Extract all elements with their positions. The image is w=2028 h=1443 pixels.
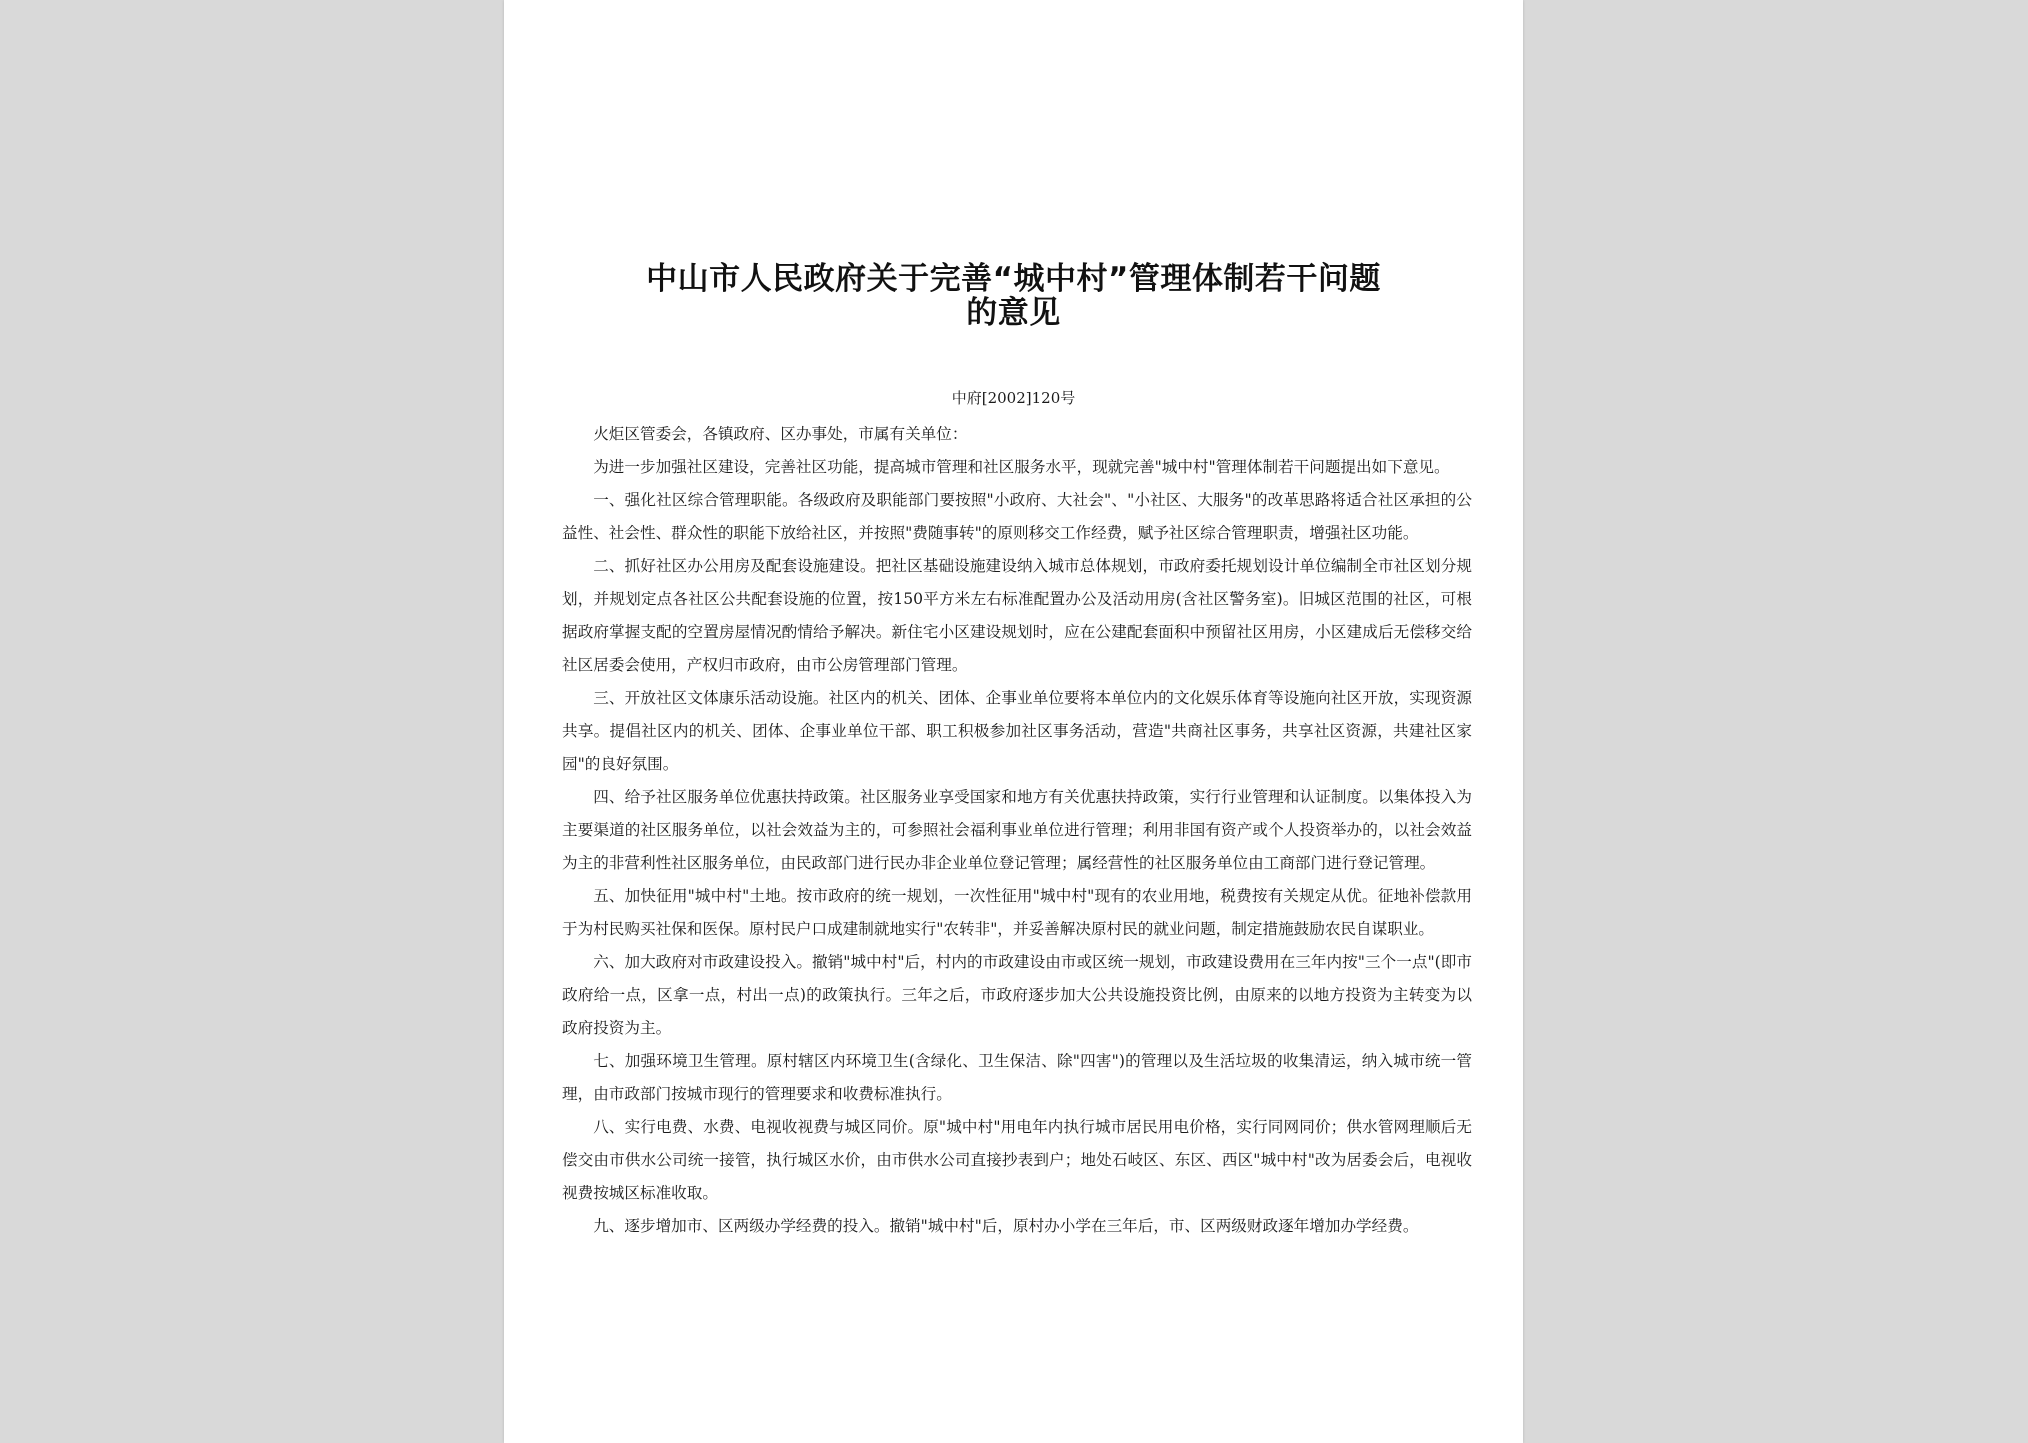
document-body	[562, 418, 1472, 1243]
salutation: 火炬区管委会，各镇政府、区办事处，市属有关单位：	[593, 425, 968, 443]
paragraph-intro: 为进一步加强社区建设，完善社区功能，提高城市管理和社区服务水平，现就完善"城中村"管理体制若干问题提出如下意见。	[593, 458, 1450, 476]
paragraph-5: 五、加快征用"城中村"土地。按市政府的统一规划，一次性征用"城中村"现有的农业用地，税费按有关规定从优。征地补偿款用于为村民购买社保和医保。原村民户口成建制就地实行"农转非"，并妥善解决原村民的就业问题，制定措施鼓励农民自谋职业。	[562, 887, 1472, 938]
paragraph-3: 三、开放社区文体康乐活动设施。社区内的机关、团体、企事业单位要将本单位内的文化娱乐体育等设施向社区开放，实现资源共享。提倡社区内的机关、团体、企事业单位干部、职工积极参加社区事务活动，营造"共商社区事务，共享社区资源，共建社区家园"的良好氛围。	[562, 689, 1472, 773]
paragraph-6: 六、加大政府对市政建设投入。撤销"城中村"后，村内的市政建设由市或区统一规划，市政建设费用在三年内按"三个一点"(即市政府给一点，区拿一点，村出一点)的政策执行。三年之后，市政府逐步加大公共设施投资比例，由原来的以地方投资为主转变为以政府投资为主。	[562, 953, 1472, 1037]
document-number: 中府[2002]120号	[951, 389, 1076, 407]
paragraph-2: 二、抓好社区办公用房及配套设施建设。把社区基础设施建设纳入城市总体规划，市政府委托规划设计单位编制全市社区划分规划，并规划定点各社区公共配套设施的位置，按150平方米左右标准配置办公及活动用房(含社区警务室)。旧城区范围的社区，可根据政府掌握支配的空置房屋情况酌情给予解决。新住宅小区建设规划时，应在公建配套面积中预留社区用房，小区建成后无偿移交给社区居委会使用，产权归市政府，由市公房管理部门管理。	[562, 557, 1472, 674]
paragraph-4: 四、给予社区服务单位优惠扶持政策。社区服务业享受国家和地方有关优惠扶持政策，实行行业管理和认证制度。以集体投入为主要渠道的社区服务单位，以社会效益为主的，可参照社会福利事业单位进行管理；利用非国有资产或个人投资举办的，以社会效益为主的非营利性社区服务单位，由民政部门进行民办非企业单位登记管理；属经营性的社区服务单位由工商部门进行登记管理。	[562, 788, 1472, 872]
paragraph-9: 九、逐步增加市、区两级办学经费的投入。撤销"城中村"后，原村办小学在三年后，市、区两级财政逐年增加办学经费。	[593, 1217, 1419, 1235]
paragraph-1: 一、强化社区综合管理职能。各级政府及职能部门要按照"小政府、大社会"、"小社区、大服务"的改革思路将适合社区承担的公益性、社会性、群众性的职能下放给社区，并按照"费随事转"的原则移交工作经费，赋予社区综合管理职责，增强社区功能。	[562, 491, 1472, 542]
paragraph-7: 七、加强环境卫生管理。原村辖区内环境卫生(含绿化、卫生保洁、除"四害")的管理以及生活垃圾的收集清运，纳入城市统一管理，由市政部门按城市现行的管理要求和收费标准执行。	[562, 1052, 1472, 1103]
paragraph-8: 八、实行电费、水费、电视收视费与城区同价。原"城中村"用电年内执行城市居民用电价格，实行同网同价；供水管网理顺后无偿交由市供水公司统一接管，执行城区水价，由市供水公司直接抄表到户；地处石岐区、东区、西区"城中村"改为居委会后，电视收视费按城区标准收取。	[562, 1118, 1472, 1202]
title-line-1: 中山市人民政府关于完善“城中村”管理体制若干问题	[646, 261, 1381, 297]
document-title	[504, 262, 1523, 330]
document-page	[504, 0, 1523, 1443]
title-line-2: 的意见	[966, 295, 1061, 331]
